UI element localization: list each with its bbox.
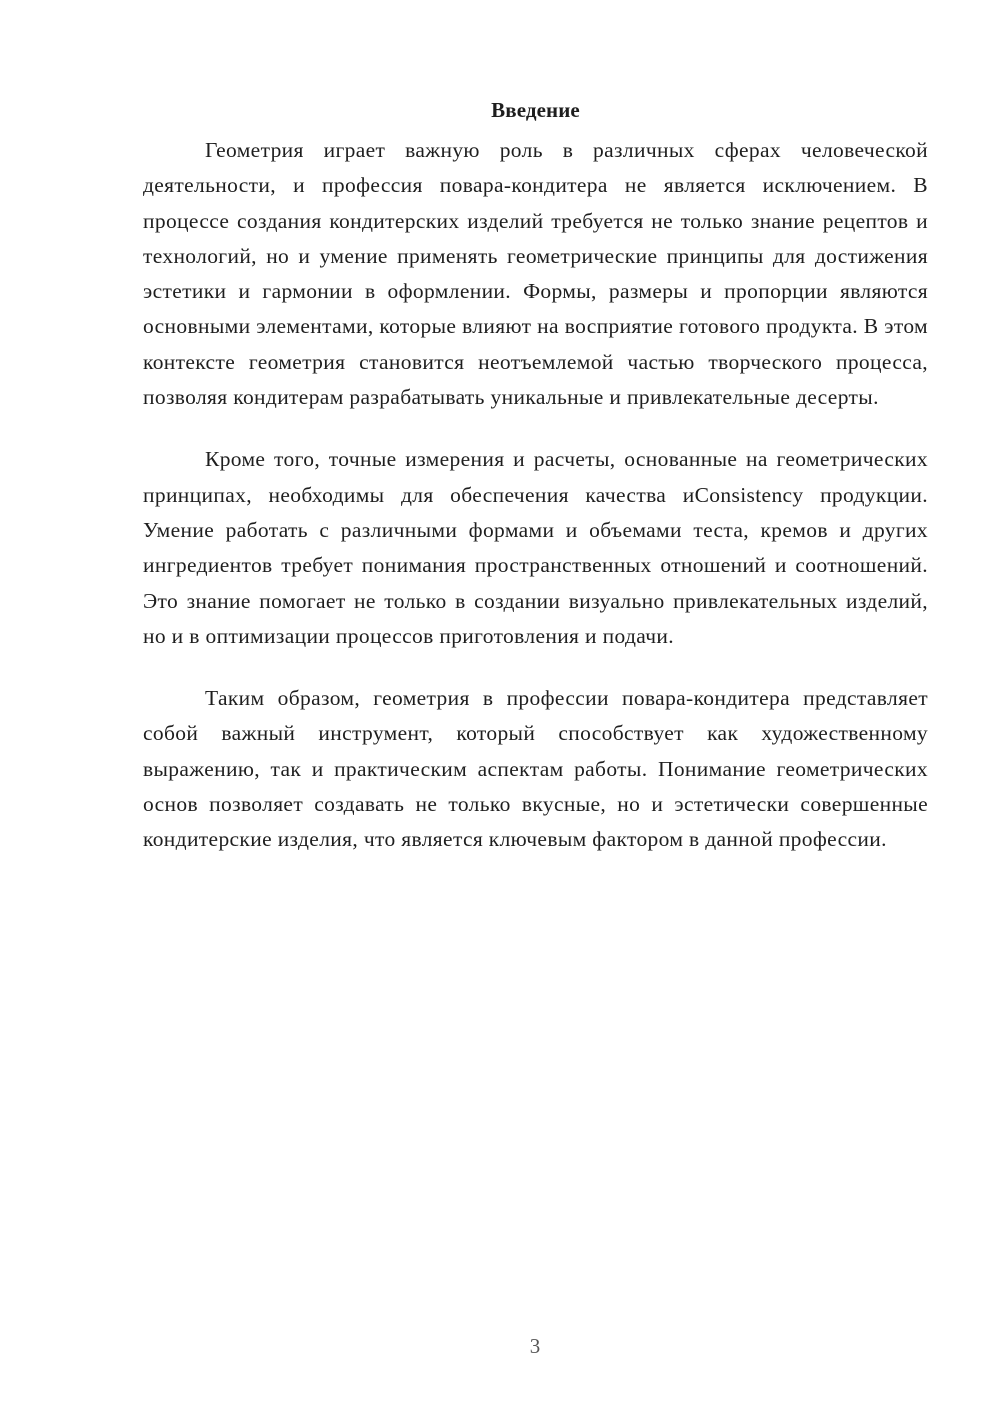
section-title: Введение <box>491 98 580 122</box>
paragraph-3: Таким образом, геометрия в профессии повара-кондитера представляет собой важный инструмент, который способствует как художественному выражению, так и практическим аспектам работы. Понимание геометрических основ позволяет создавать не только вкусные, но и эстетически совершенные кондитерские изделия, что является ключевым фактором в данной профессии. <box>143 686 928 852</box>
paragraph-2: Кроме того, точные измерения и расчеты, основанные на геометрических принципах, необходимы для обеспечения качества иConsistency продукции. Умение работать с различными формами и объемами теста, кремов и других ингредиентов требует понимания пространственных отношений и соотношений. Это знание помогает не только в создании визуально привлекательных изделий, но и в оптимизации процессов приготовления и подачи. <box>143 447 928 648</box>
paragraph-1: Геометрия играет важную роль в различных сферах человеческой деятельности, и профессия повара-кондитера не является исключением. В процессе создания кондитерских изделий требуется не только знание рецептов и технологий, но и умение применять геометрические принципы для достижения эстетики и гармонии в оформлении. Формы, размеры и пропорции являются основными элементами, которые влияют на восприятие готового продукта. В этом контексте геометрия становится неотъемлемой частью творческого процесса, позволяя кондитерам разрабатывать уникальные и привлекательные десерты. <box>143 138 928 410</box>
page-content <box>143 92 928 885</box>
page-number: 3 <box>529 1334 541 1358</box>
